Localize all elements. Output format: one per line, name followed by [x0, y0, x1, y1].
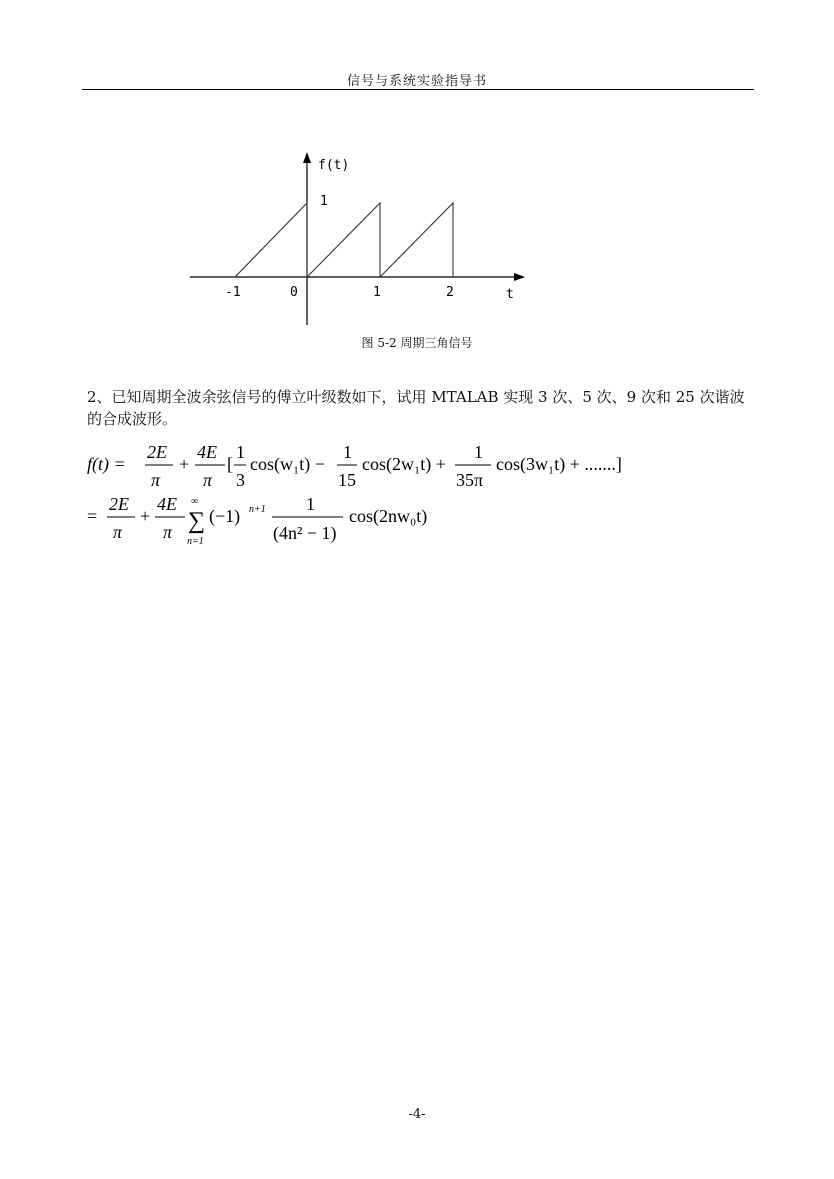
frac-denominator: π [113, 522, 123, 542]
problem-statement: 2、已知周期全波余弦信号的傅立叶级数如下，试用 MTALAB 实现 3 次、5 次、9 次和 25 次谐波的合成波形。 [87, 388, 745, 428]
x-tick-label: -1 [225, 285, 241, 300]
frac-numerator: 4E [197, 442, 217, 462]
sign-exponent: n+1 [249, 504, 266, 515]
frac-numerator: 1 [474, 442, 483, 462]
frac-denominator: 3 [236, 470, 245, 490]
formula-line-2 [87, 492, 767, 557]
peak-label: 1 [320, 194, 328, 209]
cos-term: cos(3w₁t) + .......] [496, 454, 622, 474]
sawtooth-plot [180, 145, 540, 335]
cos-term: cos(w₁t) − [250, 454, 325, 474]
frac-numerator: 4E [157, 494, 177, 514]
open-bracket: [ [227, 454, 233, 474]
formula-lhs: f(t) = [87, 454, 126, 474]
sawtooth-waveform [235, 203, 453, 277]
formula-line-1 [87, 440, 767, 497]
equals-sign: = [87, 506, 98, 526]
cos-term: cos(2nw₀t) [349, 506, 428, 526]
page-header: 信号与系统实验指导书 [346, 74, 487, 89]
frac-denominator: (4n² − 1) [273, 523, 337, 543]
frac-denominator: π [151, 470, 161, 490]
x-tick-label: 2 [446, 285, 454, 300]
header-rule [82, 89, 754, 90]
frac-numerator: 1 [306, 494, 315, 514]
frac-numerator: 1 [236, 442, 245, 462]
page-number: -4- [408, 1107, 426, 1122]
sum-lower-limit: n=1 [187, 536, 204, 547]
frac-numerator: 2E [109, 494, 129, 514]
frac-denominator: 35π [456, 470, 484, 490]
sum-upper-limit: ∞ [191, 496, 199, 507]
x-tick-label: 1 [373, 285, 381, 300]
y-axis-arrow [303, 152, 311, 163]
sign-term: (−1) [209, 506, 241, 526]
frac-denominator: 15 [338, 470, 356, 490]
figure-caption: 图 5-2 周期三角信号 [361, 336, 473, 350]
frac-denominator: π [203, 470, 213, 490]
formula-line-2-svg [87, 492, 767, 552]
frac-numerator: 2E [147, 442, 167, 462]
x-axis-arrow [514, 273, 525, 281]
y-axis-label: f(t) [318, 158, 350, 173]
cos-term: cos(2w₁t) + [362, 454, 446, 474]
summation-symbol: ∑ [188, 508, 206, 534]
formula-line-1-svg [87, 440, 767, 492]
x-axis-label: t [506, 287, 514, 302]
plus-sign: + [140, 506, 151, 526]
frac-numerator: 1 [343, 442, 352, 462]
frac-denominator: π [163, 522, 173, 542]
plus-sign: + [179, 454, 190, 474]
x-tick-label: 0 [290, 285, 298, 300]
sawtooth-figure [180, 145, 540, 335]
